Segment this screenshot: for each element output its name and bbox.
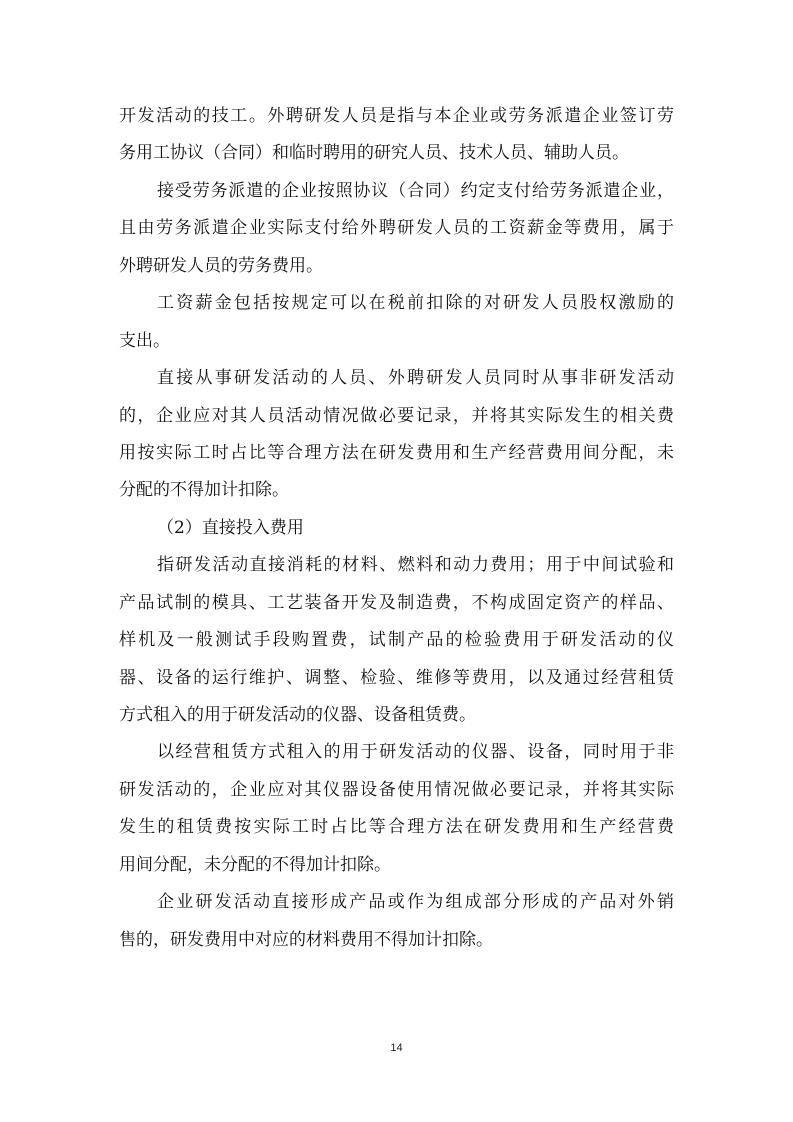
text-line: 工资薪金包括按规定可以在税前扣除的对研发人员股权激励的	[157, 293, 674, 314]
text-line: 样机及一般测试手段购置费，试制产品的检验费用于研发活动的仪	[119, 630, 674, 651]
section-heading	[119, 510, 674, 547]
text-line: 且由劳务派遣企业实际支付给外聘研发人员的工资薪金等费用，属于	[119, 218, 674, 239]
paragraph-leasing	[119, 734, 674, 884]
text-line: 开发活动的技工。外聘研发人员是指与本企业或劳务派遣企业签订劳	[119, 106, 674, 126]
text-line: 企业研发活动直接形成产品或作为组成部分形成的产品对外销	[157, 892, 674, 913]
text-line: 接受劳务派遣的企业按照协议（合同）约定支付给劳务派遣企业，	[157, 180, 674, 201]
paragraph-products	[119, 884, 674, 959]
text-line: 务用工协议（合同）和临时聘用的研究人员、技术人员、辅助人员。	[119, 143, 629, 164]
paragraph-continuation	[119, 98, 674, 173]
paragraph-labor-dispatch	[119, 173, 674, 285]
paragraph-direct-input	[119, 547, 674, 734]
text-line: 用间分配，未分配的不得加计扣除。	[119, 854, 391, 875]
text-line: 支出。	[119, 330, 170, 351]
text-line: 指研发活动直接消耗的材料、燃料和动力费用；用于中间试验和	[157, 555, 674, 576]
paragraph-allocation	[119, 360, 674, 510]
text-line: 研发活动的，企业应对其仪器设备使用情况做必要记录，并将其实际	[119, 779, 674, 800]
text-line: 售的，研发费用中对应的材料费用不得加计扣除。	[119, 929, 493, 950]
text-line: 外聘研发人员的劳务费用。	[119, 255, 323, 276]
text-line: 产品试制的模具、工艺装备开发及制造费，不构成固定资产的样品、	[119, 592, 674, 613]
text-line: 发生的租赁费按实际工时占比等合理方法在研发费用和生产经营费	[119, 817, 674, 838]
text-line: 器、设备的运行维护、调整、检验、维修等费用，以及通过经营租赁	[119, 667, 674, 688]
text-line: 分配的不得加计扣除。	[119, 480, 289, 501]
text-line: 以经营租赁方式租入的用于研发活动的仪器、设备，同时用于非	[157, 742, 674, 763]
page-number: 14	[390, 1042, 403, 1054]
text-line: 方式租入的用于研发活动的仪器、设备租赁费。	[119, 705, 476, 725]
paragraph-salary	[119, 285, 674, 360]
text-line: 的，企业应对其人员活动情况做必要记录，并将其实际发生的相关费	[119, 405, 674, 426]
section-heading-text: （2）直接投入费用	[157, 517, 304, 538]
text-line: 用按实际工时占比等合理方法在研发费用和生产经营费用间分配，未	[119, 442, 674, 463]
text-line: 直接从事研发活动的人员、外聘研发人员同时从事非研发活动	[157, 368, 674, 389]
body-text	[119, 98, 674, 959]
